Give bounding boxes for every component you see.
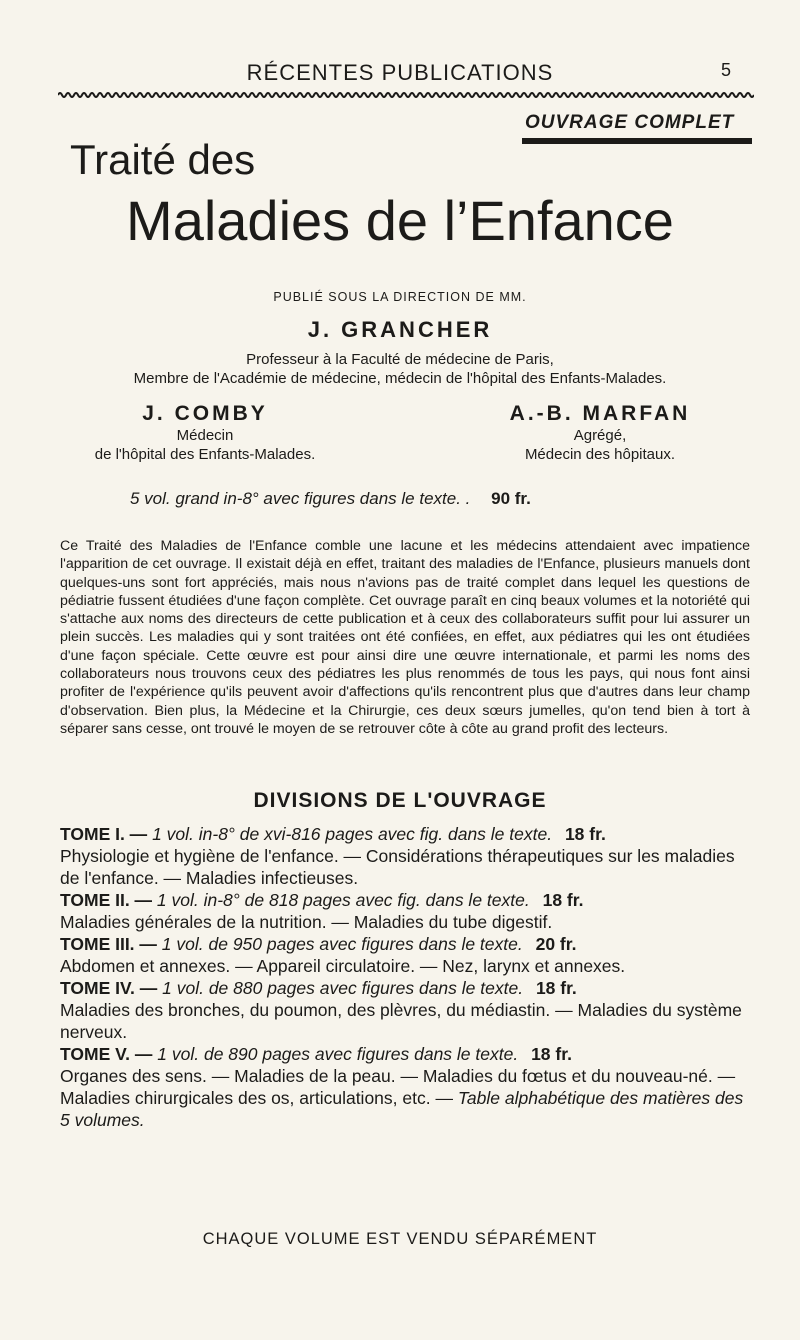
- offer-price: 90 fr.: [491, 489, 531, 508]
- codirector-marfan: [450, 402, 750, 464]
- tome-name: TOME I. —: [60, 824, 148, 844]
- tome-contents: Maladies générales de la nutrition. — Maladies du tube digestif.: [60, 912, 553, 932]
- page-number: 5: [720, 60, 732, 80]
- codirector-role-2: de l'hôpital des Enfants-Malades.: [94, 446, 316, 463]
- tome-format: 1 vol. in-8° de 818 pages avec fig. dans le texte.: [156, 890, 530, 910]
- tome-format: 1 vol. de 950 pages avec figures dans le texte.: [161, 934, 523, 954]
- tome-format: 1 vol. de 890 pages avec figures dans le texte.: [157, 1044, 519, 1064]
- offer-line: [130, 489, 531, 509]
- title-line-1: Traité des: [70, 136, 256, 183]
- complete-work-badge: OUVRAGE COMPLET: [525, 112, 735, 133]
- codirector-role-1: Agrégé,: [573, 427, 627, 444]
- tome-name: TOME IV. —: [60, 978, 158, 998]
- tome-contents: Organes des sens. — Maladies de la peau. — Maladies du fœtus et du nouveau-né. — Maladies chirurgicales des os, articulations, etc. —: [60, 1066, 736, 1108]
- sold-separately-note: CHAQUE VOLUME EST VENDU SÉPARÉMENT: [202, 1230, 598, 1248]
- tome-name: TOME III. —: [60, 934, 157, 954]
- tomes-list: [60, 823, 750, 1131]
- tome-contents: Abdomen et annexes. — Appareil circulatoire. — Nez, larynx et annexes.: [60, 956, 626, 976]
- tome-name: TOME V. —: [60, 1044, 153, 1064]
- tome-index-note: Table alphabétique des matières des 5 volumes.: [60, 1088, 744, 1130]
- tome-item: [60, 1043, 750, 1131]
- tome-contents: Physiologie et hygiène de l'enfance. — Considérations thérapeutiques sur les maladies de l'enfance. — Maladies infectieuses.: [60, 846, 735, 888]
- tome-item: [60, 889, 750, 933]
- codirector-comby: [70, 402, 340, 464]
- badge-underline: [522, 138, 752, 144]
- tome-contents: Maladies des bronches, du poumon, des plèvres, du médiastin. — Maladies du système nerveux.: [60, 1000, 742, 1042]
- running-header: [0, 60, 800, 86]
- tome-price: 18 fr.: [564, 824, 606, 844]
- divisions-heading: DIVISIONS DE L'OUVRAGE: [253, 789, 547, 812]
- description-paragraph: Ce Traité des Maladies de l'Enfance comble une lacune et les médecins attendaient avec impatience l'apparition de cet ouvrage. Il existait déjà en effet, traitant des maladies de l'Enfance, plusieurs manuels dont quelques-uns sont fort appréciés, mais nous n'avions pas de traité complet dans lequel les questions de pédiatrie fussent étudiées d'une façon complète. Cet ouvrage paraît en cinq beaux volumes et la notoriété qui s'attache aux noms des directeurs de cette publication et à ceux des collaborateurs suffit pour lui assurer un plein succès. Les maladies qui y sont traitées ont été confiées, en effet, aux pédiatres qui les ont étudiées d'une façon spéciale. Cette œuvre est pour ainsi dire une œuvre internationale, et parmi les noms des collaborateurs nous trouvons ceux des pédiatres les plus renommés de tous les pays, qui nous font ainsi profiter de l'expérience qu'ils peuvent avoir d'affections qu'ils rencontrent plus que d'autres dans leur champ d'observation. Bien plus, la Médecine et la Chirurgie, ces deux sœurs jumelles, qu'on tend bien à tort à séparer sans cesse, ont trouvé le moyen de se retrouver côte à côte au grand profit des lecteurs.: [60, 538, 750, 737]
- tome-item: [60, 823, 750, 889]
- tome-price: 20 fr.: [535, 934, 577, 954]
- tome-name: TOME II. —: [60, 890, 153, 910]
- tome-item: [60, 933, 750, 977]
- codirector-name: A.-B. MARFAN: [509, 402, 691, 425]
- director-role-2: Membre de l'Académie de médecine, médecin de l'hôpital des Enfants-Malades.: [133, 370, 667, 387]
- tome-format: 1 vol. in-8° de xvi-816 pages avec fig. dans le texte.: [152, 824, 553, 844]
- tome-price: 18 fr.: [531, 1044, 572, 1064]
- tome-format: 1 vol. de 880 pages avec figures dans le texte.: [162, 978, 524, 998]
- title-line-2: Maladies de l’Enfance: [126, 189, 674, 252]
- codirector-role-2: Médecin des hôpitaux.: [524, 446, 676, 463]
- published-under: PUBLIÉ SOUS LA DIRECTION DE MM.: [273, 290, 527, 304]
- ornamental-wavy-rule: [58, 90, 754, 100]
- director-name: J. GRANCHER: [307, 317, 493, 342]
- tome-price: 18 fr.: [542, 890, 584, 910]
- director-role-1: Professeur à la Faculté de médecine de Paris,: [246, 351, 554, 368]
- running-title: RÉCENTES PUBLICATIONS: [246, 60, 554, 85]
- codirector-name: J. COMBY: [142, 402, 268, 425]
- tome-item: [60, 977, 750, 1043]
- offer-format: 5 vol. grand in-8° avec figures dans le texte. .: [130, 489, 471, 508]
- tome-price: 18 fr.: [535, 978, 577, 998]
- codirector-role-1: Médecin: [176, 427, 234, 444]
